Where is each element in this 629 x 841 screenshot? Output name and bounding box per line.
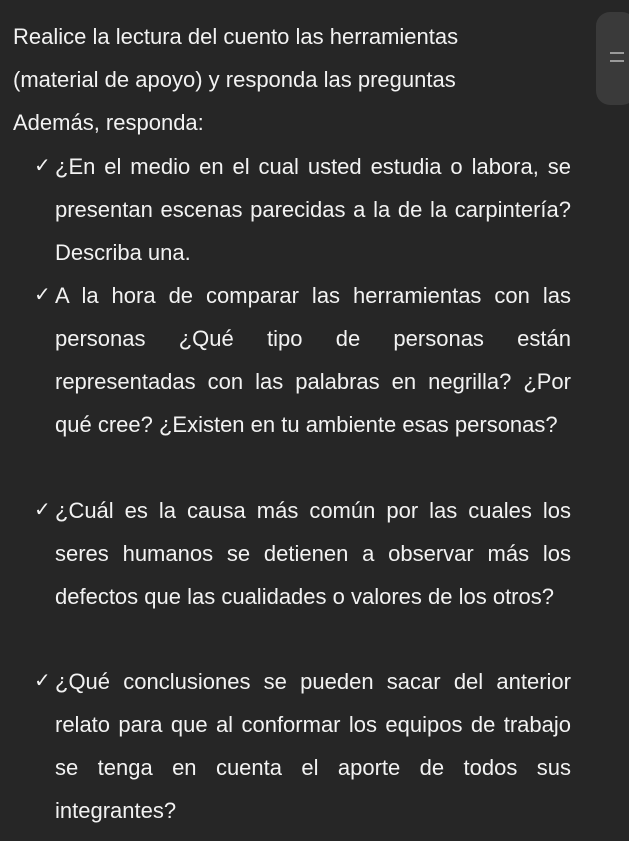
checkmark-icon: ✓ <box>34 499 51 521</box>
grip-line-icon <box>610 60 624 62</box>
grip-line-icon <box>610 52 624 54</box>
intro-line-1: Realice la lectura del cuento las herramientas <box>13 24 459 49</box>
checkmark-icon: ✓ <box>34 155 51 177</box>
intro-line-2: (material de apoyo) y responda las preguntas <box>13 67 456 92</box>
question-2: A la hora de comparar las herramientas con las personas ¿Qué tipo de personas están representadas con las palabras en negrilla? ¿Por qué cree? ¿Existen en tu ambiente esas personas? <box>55 283 571 437</box>
drag-handle[interactable] <box>596 12 629 105</box>
question-1: ¿En el medio en el cual usted estudia o labora, se presentan escenas parecidas a la de la carpintería? Describa una. <box>55 154 571 265</box>
intro-line-3: Además, responda: <box>13 110 204 135</box>
question-4: ¿Qué conclusiones se pueden sacar del anterior relato para que al conformar los equipos de trabajo se tenga en cuenta el aporte de todos sus integrantes? <box>55 669 571 823</box>
checkmark-icon: ✓ <box>34 284 51 306</box>
checkmark-icon: ✓ <box>34 670 51 692</box>
question-3: ¿Cuál es la causa más común por las cuales los seres humanos se detienen a observar más los defectos que las cualidades o valores de los otros? <box>55 498 571 609</box>
